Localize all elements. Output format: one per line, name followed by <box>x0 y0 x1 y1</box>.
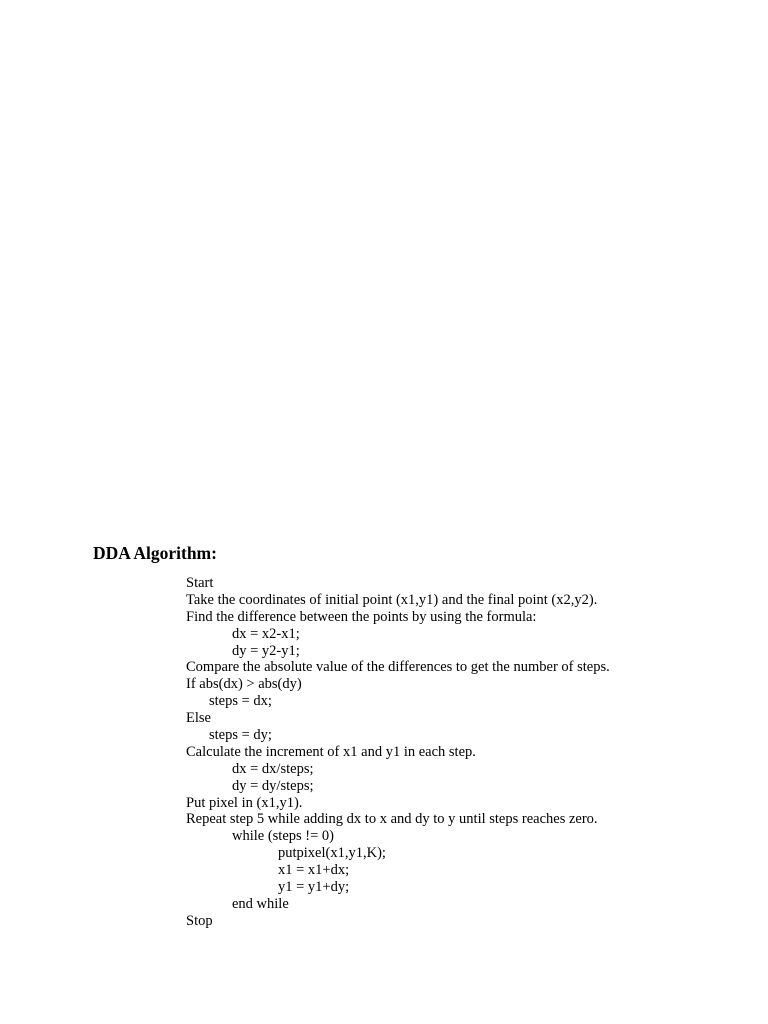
algorithm-line: putpixel(x1,y1,K); <box>278 845 386 862</box>
algorithm-line: steps = dy; <box>209 727 272 744</box>
algorithm-line: end while <box>232 895 289 912</box>
algorithm-line: dx = dx/steps; <box>232 760 314 777</box>
page-title: DDA Algorithm: <box>93 543 217 563</box>
algorithm-line: Stop <box>186 912 213 929</box>
algorithm-steps <box>186 575 610 930</box>
algorithm-line: dy = dy/steps; <box>232 777 314 794</box>
algorithm-line: Calculate the increment of x1 and y1 in each step. <box>186 743 476 760</box>
algorithm-line: Start <box>186 575 214 591</box>
algorithm-line: Else <box>186 710 211 727</box>
algorithm-line: steps = dx; <box>209 693 272 710</box>
algorithm-line: dy = y2-y1; <box>232 642 300 659</box>
algorithm-line: Put pixel in (x1,y1). <box>186 794 303 811</box>
algorithm-line: Repeat step 5 while adding dx to x and dy to y until steps reaches zero. <box>186 811 598 828</box>
algorithm-line: while (steps != 0) <box>232 828 335 845</box>
algorithm-line: If abs(dx) > abs(dy) <box>186 676 302 693</box>
algorithm-line: Take the coordinates of initial point (x1,y1) and the final point (x2,y2). <box>186 591 598 608</box>
algorithm-line: x1 = x1+dx; <box>278 862 350 879</box>
algorithm-line: Compare the absolute value of the differences to get the number of steps. <box>186 659 610 676</box>
algorithm-line: Find the difference between the points by using the formula: <box>186 608 537 625</box>
algorithm-line: dx = x2-x1; <box>232 625 300 642</box>
algorithm-line: y1 = y1+dy; <box>278 879 350 896</box>
